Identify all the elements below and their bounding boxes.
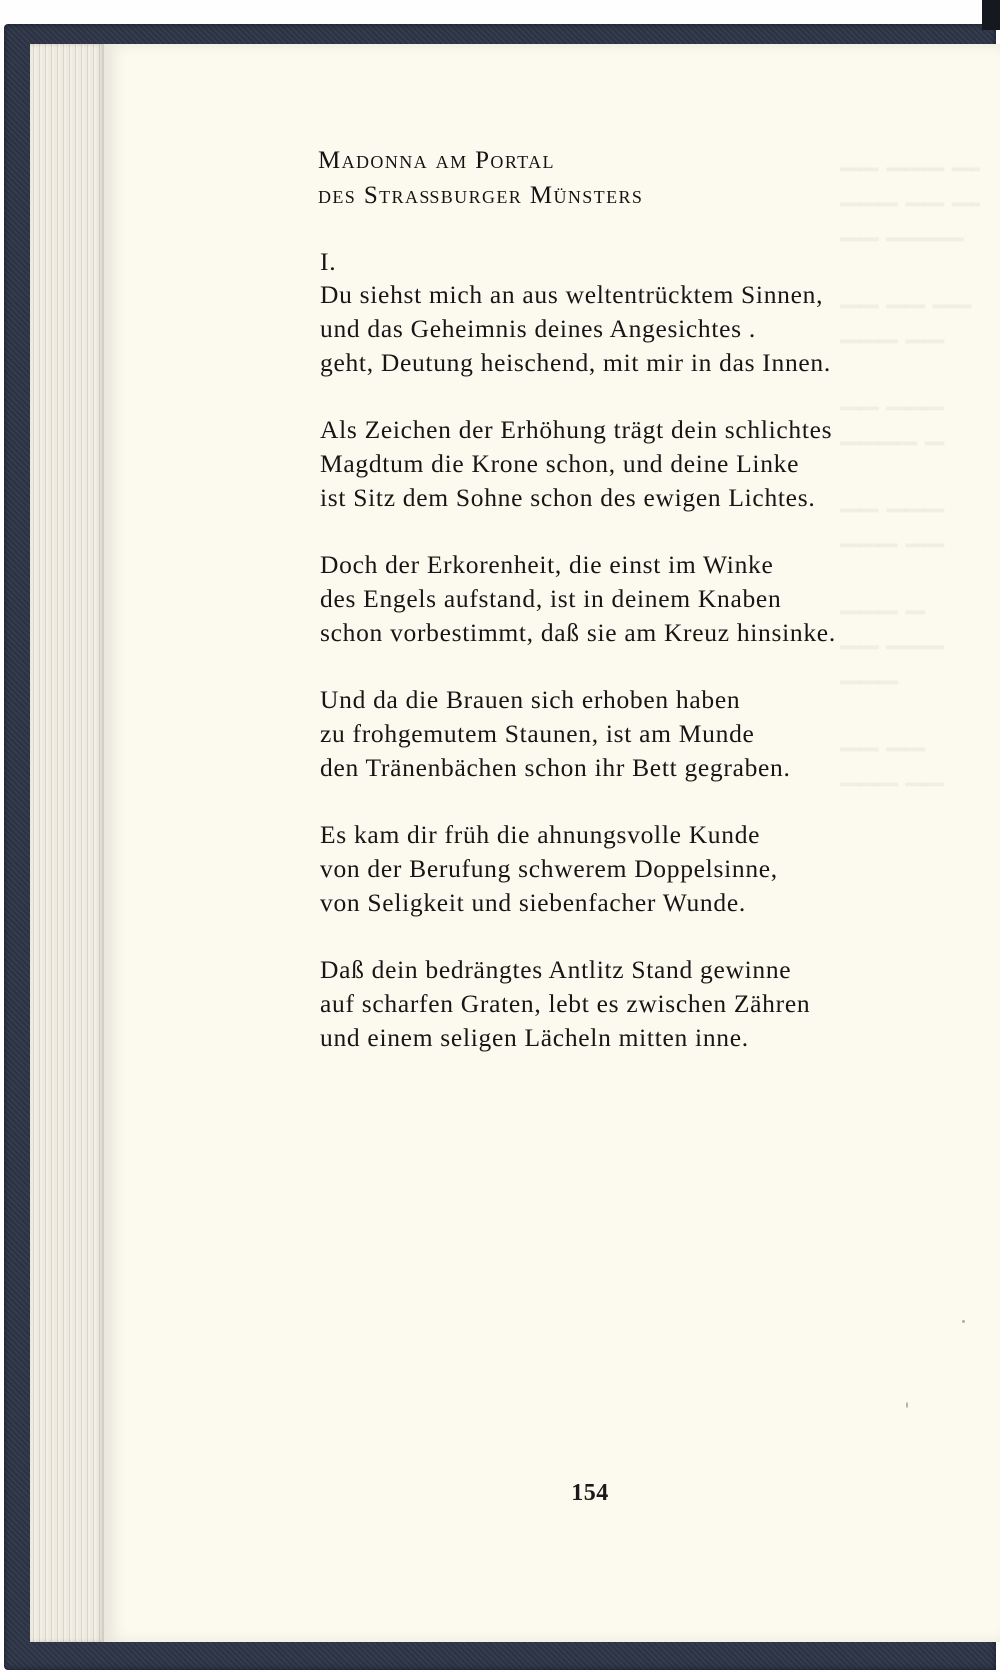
verse-line: den Tränenbächen schon ihr Bett gegraben. bbox=[320, 753, 791, 782]
verse-line: ist Sitz dem Sohne schon des ewigen Lichtes. bbox=[320, 483, 816, 512]
poem-title-line-2: des Straßburger Münsters bbox=[318, 182, 644, 209]
verse-line: geht, Deutung heischend, mit mir in das Innen. bbox=[320, 348, 831, 377]
verse-line: auf scharfen Graten, lebt es zwischen Zähren bbox=[320, 989, 811, 1018]
stanza-6 bbox=[320, 953, 836, 1055]
page-number: 154 bbox=[571, 1480, 609, 1506]
verse-line: Doch der Erkorenheit, die einst im Winke bbox=[320, 550, 774, 579]
show-through-text bbox=[840, 140, 980, 1020]
poem-title-line-1: Madonna am Portal bbox=[318, 147, 555, 174]
verse-line: und einem seligen Lächeln mitten inne. bbox=[320, 1023, 749, 1052]
verse-line: und das Geheimnis deines Angesichtes . bbox=[320, 314, 756, 343]
verse-line: zu frohgemutem Staunen, ist am Munde bbox=[320, 719, 755, 748]
part-number: I. bbox=[320, 247, 337, 276]
stanza-5 bbox=[320, 818, 836, 920]
stanza-3 bbox=[320, 548, 836, 650]
scan-corner-mark bbox=[982, 0, 1000, 30]
poem-body bbox=[320, 245, 836, 1088]
verse-line: Als Zeichen der Erhöhung trägt dein schlichtes bbox=[320, 415, 833, 444]
verse-line: schon vorbestimmt, daß sie am Kreuz hinsinke. bbox=[320, 618, 836, 647]
stanza-2 bbox=[320, 413, 836, 515]
verse-line: Es kam dir früh die ahnungsvolle Kunde bbox=[320, 820, 761, 849]
verse-line: von der Berufung schwerem Doppelsinne, bbox=[320, 854, 778, 883]
paper-fleck bbox=[906, 1402, 908, 1408]
stanza-4 bbox=[320, 683, 836, 785]
verse-line: von Seligkeit und siebenfacher Wunde. bbox=[320, 888, 746, 917]
stanza-1 bbox=[320, 278, 836, 380]
verse-line: Und da die Brauen sich erhoben haben bbox=[320, 685, 741, 714]
page-edges bbox=[30, 44, 104, 1642]
verse-line: Du siehst mich an aus weltentrücktem Sinnen, bbox=[320, 280, 824, 309]
paper-fleck bbox=[962, 1320, 965, 1323]
poem-title bbox=[318, 143, 643, 213]
verse-line: des Engels aufstand, ist in deinem Knaben bbox=[320, 584, 782, 613]
verse-line: Magdtum die Krone schon, und deine Linke bbox=[320, 449, 800, 478]
verse-line: Daß dein bedrängtes Antlitz Stand gewinne bbox=[320, 955, 792, 984]
